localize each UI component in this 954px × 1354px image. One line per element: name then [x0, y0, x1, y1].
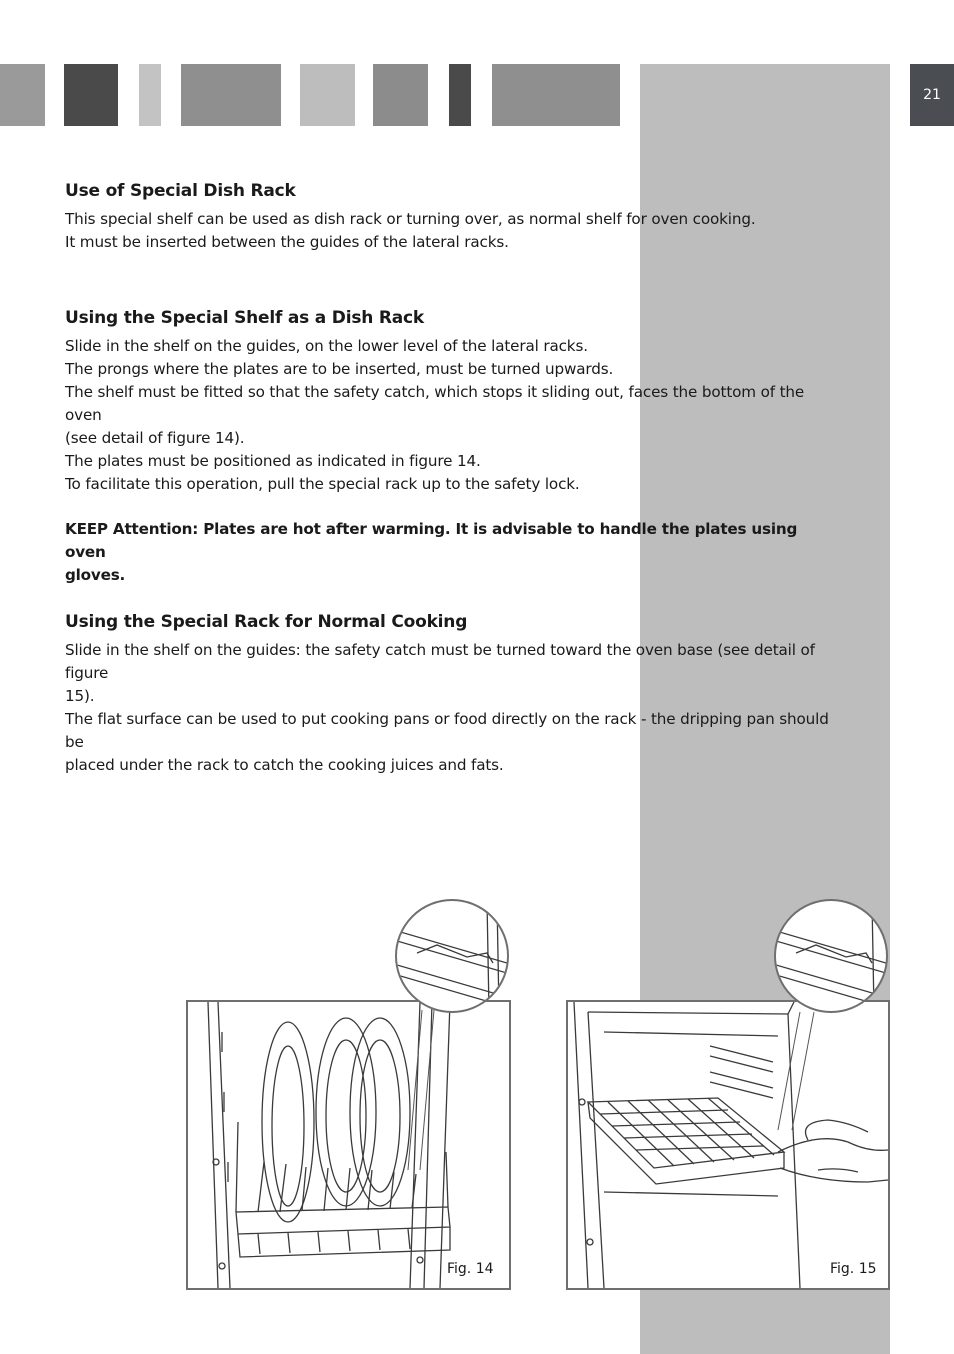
figure-14-zoom-detail [395, 899, 509, 1013]
figure-14-caption: Fig. 14 [447, 1261, 494, 1277]
figure-15-callout-lines [770, 1010, 830, 1140]
section-dish-rack-usage [65, 308, 835, 587]
figure-15-illustration [566, 1000, 890, 1290]
body-line: (see detail of figure 14). [65, 429, 245, 447]
body-line: It must be inserted between the guides of the lateral racks. [65, 233, 509, 251]
body-line: The flat surface can be used to put cooking pans or food directly on the rack - the dripping pan should be [65, 710, 829, 751]
body-line: The prongs where the plates are to be inserted, must be turned upwards. [65, 360, 614, 378]
body-line: The plates must be positioned as indicated in figure 14. [65, 452, 481, 470]
section-heading: Use of Special Dish Rack [65, 181, 296, 201]
safety-catch-detail-drawing [776, 901, 886, 1011]
attention-line: gloves. [65, 566, 126, 584]
header-block-2 [64, 64, 118, 126]
figure-15-caption: Fig. 15 [830, 1261, 877, 1277]
body-line: Slide in the shelf on the guides: the safety catch must be turned toward the oven base (see detail of figure [65, 641, 815, 682]
header-block-6 [373, 64, 428, 126]
body-line: To facilitate this operation, pull the special rack up to the safety lock. [65, 475, 580, 493]
section-use-of-special-dish-rack [65, 181, 835, 254]
section-heading: Using the Special Shelf as a Dish Rack [65, 308, 425, 328]
attention-line: KEEP Attention: Plates are hot after warming. It is advisable to handle the plates using oven [65, 520, 798, 561]
dish-rack-drawing [188, 1002, 509, 1288]
attention-note [65, 518, 835, 587]
body-line: Slide in the shelf on the guides, on the lower level of the lateral racks. [65, 337, 588, 355]
section-normal-cooking [65, 612, 835, 777]
cooking-rack-drawing [568, 1002, 888, 1288]
body-line: placed under the rack to catch the cooking juices and fats. [65, 756, 504, 774]
figure-15-zoom-detail [774, 899, 888, 1013]
safety-catch-detail-drawing [397, 901, 507, 1011]
figure-14-illustration [186, 1000, 511, 1290]
header-block-8 [492, 64, 620, 126]
header-block-3 [139, 64, 161, 126]
header-block-4 [181, 64, 281, 126]
figure-14-callout-lines [400, 1000, 440, 1180]
section-heading: Using the Special Rack for Normal Cooking [65, 612, 468, 632]
body-line: The shelf must be fitted so that the safety catch, which stops it sliding out, faces the bottom of the oven [65, 383, 805, 424]
body-line: This special shelf can be used as dish rack or turning over, as normal shelf for oven cooking. [65, 210, 756, 228]
header-block-1 [0, 64, 45, 126]
header-block-7 [449, 64, 471, 126]
body-line: 15). [65, 687, 95, 705]
page-number: 21 [910, 64, 954, 126]
header-block-5 [300, 64, 355, 126]
